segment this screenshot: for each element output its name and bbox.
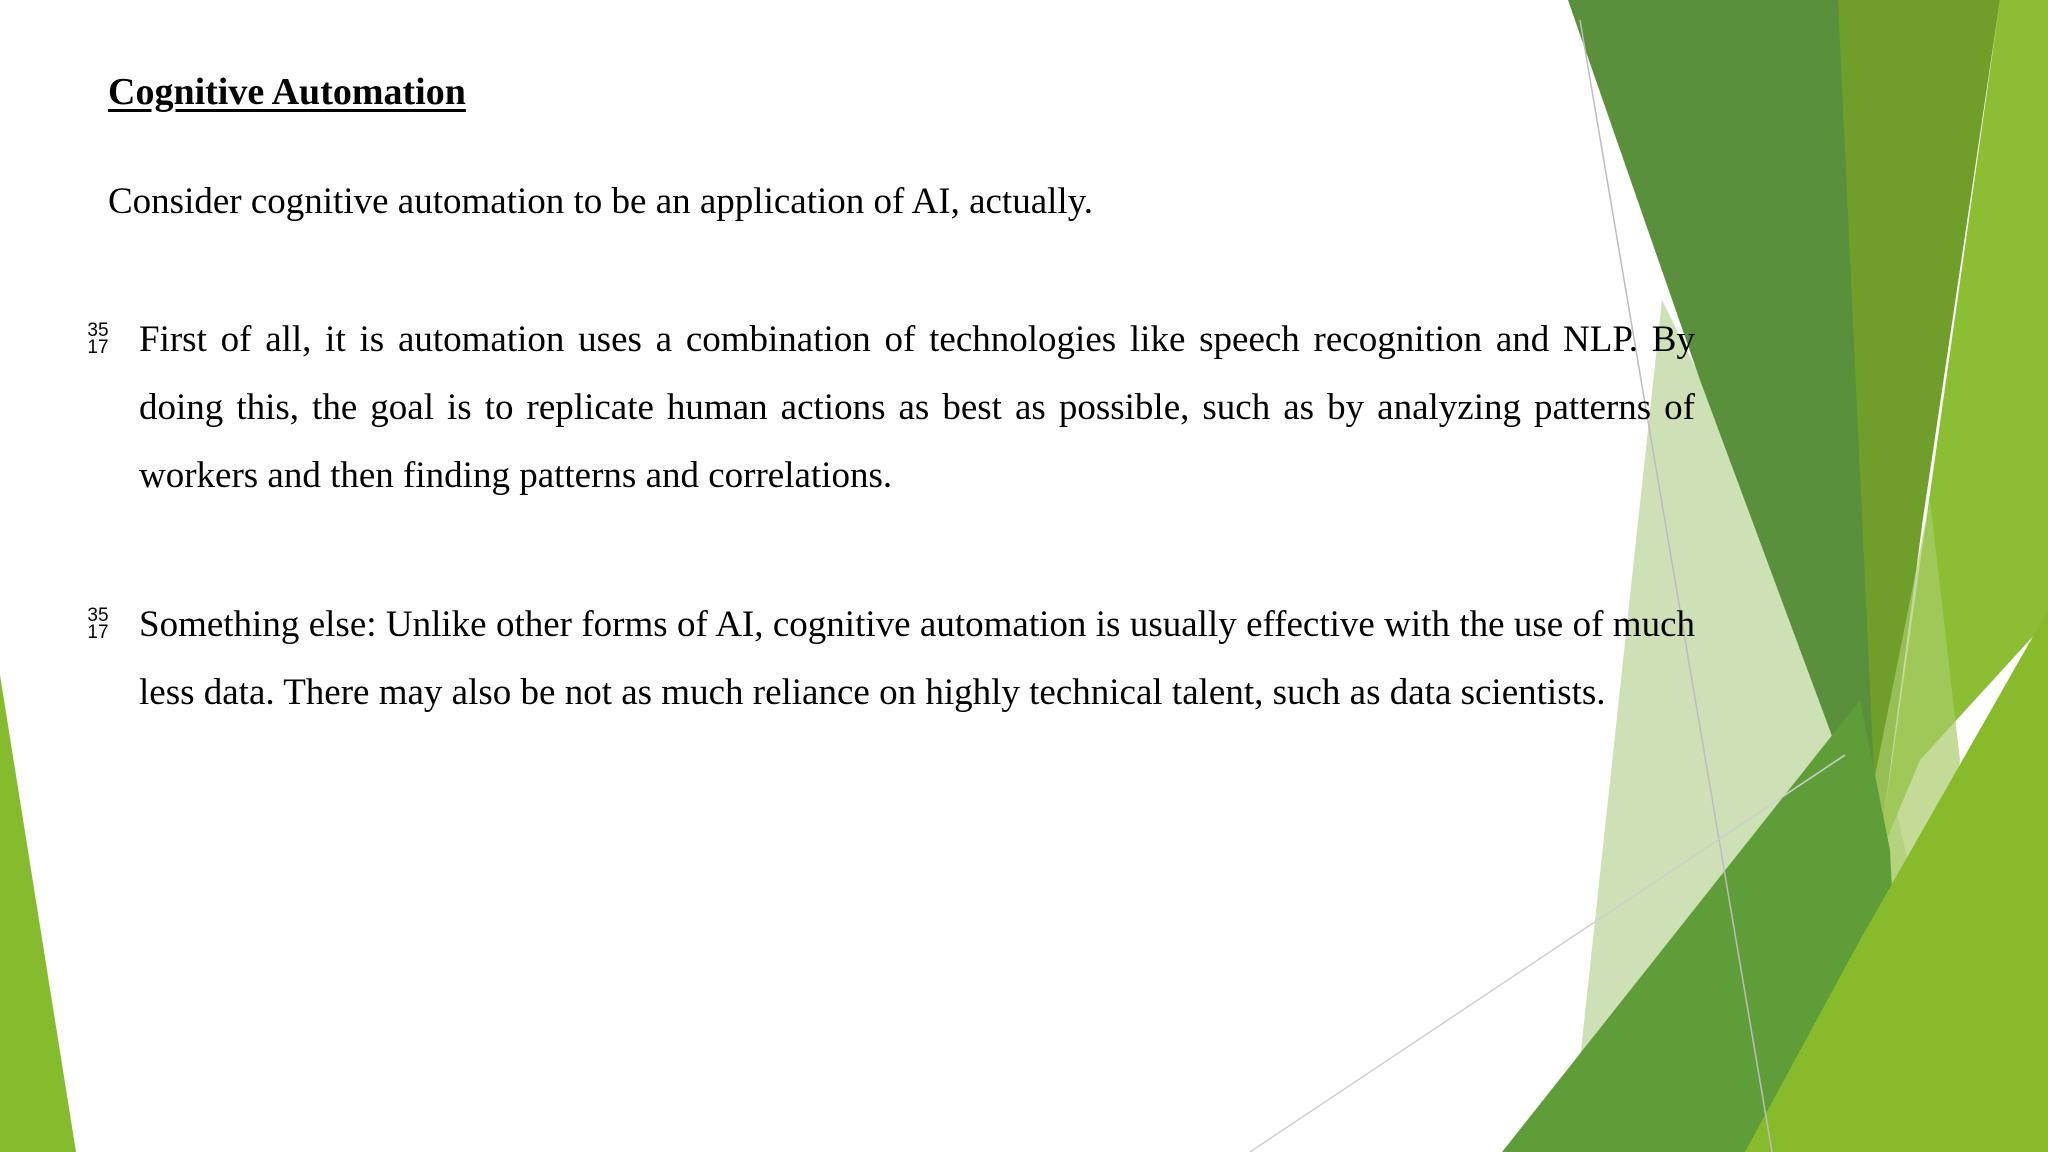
bullet-marker-top: 35 [87, 605, 109, 626]
bullet-marker [83, 607, 113, 641]
bullet-marker-bottom: 17 [87, 337, 109, 358]
bullet-marker-top: 35 [87, 320, 109, 341]
slide-title: Cognitive Automation [108, 71, 466, 113]
bullet-marker [83, 322, 113, 356]
bullet-text: Something else: Unlike other forms of AI, cognitive automation is usually effective with the use of much less data. There may also be not as much reliance on highly technical talent, such as data scientists. [139, 604, 1695, 713]
bullet-text: First of all, it is automation uses a combination of technologies like speech recognition and NLP. By doing this, the goal is to replicate human actions as best as possible, such as by analyzing patterns of workers and then finding patterns and correlations. [139, 319, 1695, 496]
intro-paragraph: Consider cognitive automation to be an application of AI, actually. [108, 181, 1094, 222]
bullet-marker-bottom: 17 [87, 622, 109, 643]
left-green-facet [0, 675, 76, 1152]
